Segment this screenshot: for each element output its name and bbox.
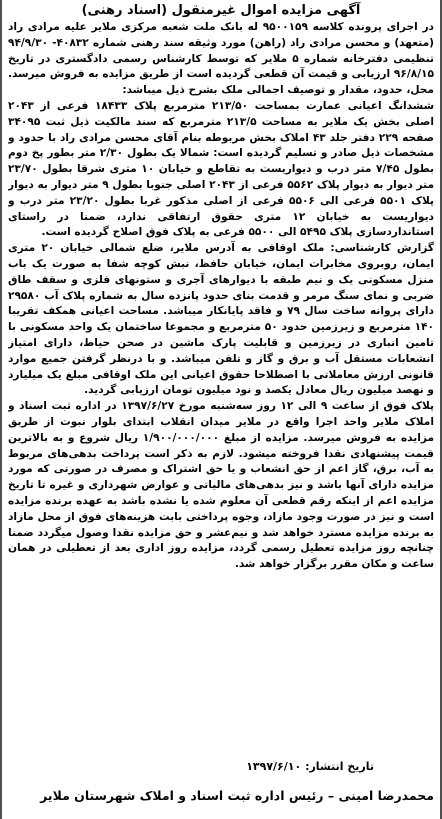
publish-date: تاریخ انتشار: ۱۳۹۷/۶/۱۰: [246, 760, 374, 773]
notice-paragraph-expert-report: گزارش کارشناسی: ملک اوقافی به آدرس ملایر، ضلع شمالی خیابان ۲۰ متری ایمان، روبروی مخابرات ایمان، خیابان حافظ، نبش کوچه شفا به صورت یک باب منزل مسکونی یک و نیم طبقه با دیوارهای آجری و ستونهای فلزی و سقف طاق ضربی و نمای سنگ مرمر و قدمت بنای حدود پانزده سال به شماره پلاک آب ۲۹۵۸۰ دارای پروانه ساخت سال ۷۹ و فاقد پایانکار میباشد. مساحت اعیانی همکف تقریبا ۱۴۰ مترمربع و زیرزمین حدود ۵۰ مترمربع و مجموعا ساختمان یک واحد مسکونی با تامین انباری در زیرزمین و قابلیت پارک ماشین در صحن حیاط، دارای امتیاز انشعابات مستقل آب و برق و گاز و تلفن میباشد. و با درنظر گرفتن جمیع موارد قانونی ارزش معاملاتی با اصطلاحا حقوق اعیانی این ملک اوقافی مبلغ یک میلیارد و نهصد میلیون ریال معادل یکصد و نود میلیون تومان ارزیابی گردید.: [8, 242, 434, 397]
notice-title: آگهی مزایده اموال غیرمنقول (اسناد رهنی): [81, 3, 361, 18]
notice-paragraph-auction-terms: پلاک فوق از ساعت ۹ الی ۱۲ روز سه‌شنبه مورخ ۱۳۹۷/۶/۲۷ در اداره ثبت اسناد و املاک ملایر واحد اجرا واقع در ملایر میدان انقلاب ابتدای بلوار نبوت از طریق مزایده به فروش میرسد. مزایده از مبلغ ۱/۹۰۰/۰۰۰/۰۰۰ ریال شروع و به بالاترین قیمت پیشنهادی نقدا فروخته میشود. لازم به ذکر است پرداخت بدهی‌های مربوط به آب، برق، گاز اعم از حق انشعاب و یا حق اشتراک و مصرف در صورتی که مورد مزایده دارای آنها باشد و نیز بدهی‌های مالیاتی و عوارض شهرداری و غیره تا تاریخ مزایده اعم از اینکه رقم قطعی آن معلوم شده یا نشده باشد به عهده برنده مزایده است و نیز در صورت وجود مازاد، وجوه پرداختی بابت هزینه‌های فوق از محل مازاد به برنده مزایده مسترد خواهد شد و نیم‌عشر و حق مزایده نقدا وصول میگردد ضمنا چنانچه روز مزایده تعطیل رسمی گردد، مزایده روز اداری بعد از تعطیلی در همان ساعت و مکان مقرر برگزار خواهد شد.: [8, 400, 434, 571]
signer-line: محمدرضا امینی – رئیس اداره ثبت اسناد و املاک شهرستان ملایر: [40, 788, 434, 803]
notice-body: [8, 20, 434, 756]
notice-paragraph-intro: در اجرای پرونده کلاسه ۹۵۰۰۱۵۹ له بانک ملت شعبه مرکزی ملایر علیه مرادی راد (متعهد) و محسن مرادی راد (راهن) مورد وثیقه سند رهنی شماره ۴۰۸۳۲- ۹۴/۹/۳۰ تنظیمی دفترخانه شماره ۵ ملایر که توسط کارشناس رسمی دادگستری در تاریخ ۹۶/۸/۱۵ ارزیابی و قیمت آن قطعی گردیده است از طریق مزایده به فروش میرسد. محل، حدود، مقدار و توصیف اجمالی ملک بشرح ذیل میباشد:: [8, 21, 434, 97]
notice-paragraph-property: ششدانگ اعیانی عمارت بمساحت ۲۱۳/۵۰ مترمربع پلاک ۱۸۴۳۳ فرعی از ۲۰۴۳ اصلی بخش یک ملایر به مساحت ۲۱۳/۵ مترمربع که سند مالکیت ذیل ثبت ۳۴۰۹۵ صفحه ۲۲۹ دفتر جلد ۴۳ املاک بخش مربوطه بنام آقای محسن مرادی راد با حدود و مشخصات ذیل صادر و تسلیم گردیده است: شمالا یک بطول ۲/۳۰ متر بطور پخ دوم بطول ۷/۴۵ متر درب و دیواریست به تقاطع و خیابان ۱۰ متری شرقا بطول ۲۳/۷۰ متر دیوار به دیوار پلاک ۵۵۶۲ فرعی از ۲۰۴۳ اصلی جنوبا بطول ۹ متر دیوار به دیوار پلاک ۵۵۰۱ فرعی الی ۵۵۰۶ فرعی از اصلی مذکور غربا بطول ۲۳/۲۰ متر درب و دیواریست به خیابان ۱۲ متری حقوق ارتفاقی ندارد، ضمنا در راستای استانداردسازی پلاک ۵۴۹۵ الی ۵۵۰۰ فرعی به پلاک فوق اصلاح گردیده است.: [8, 99, 434, 239]
